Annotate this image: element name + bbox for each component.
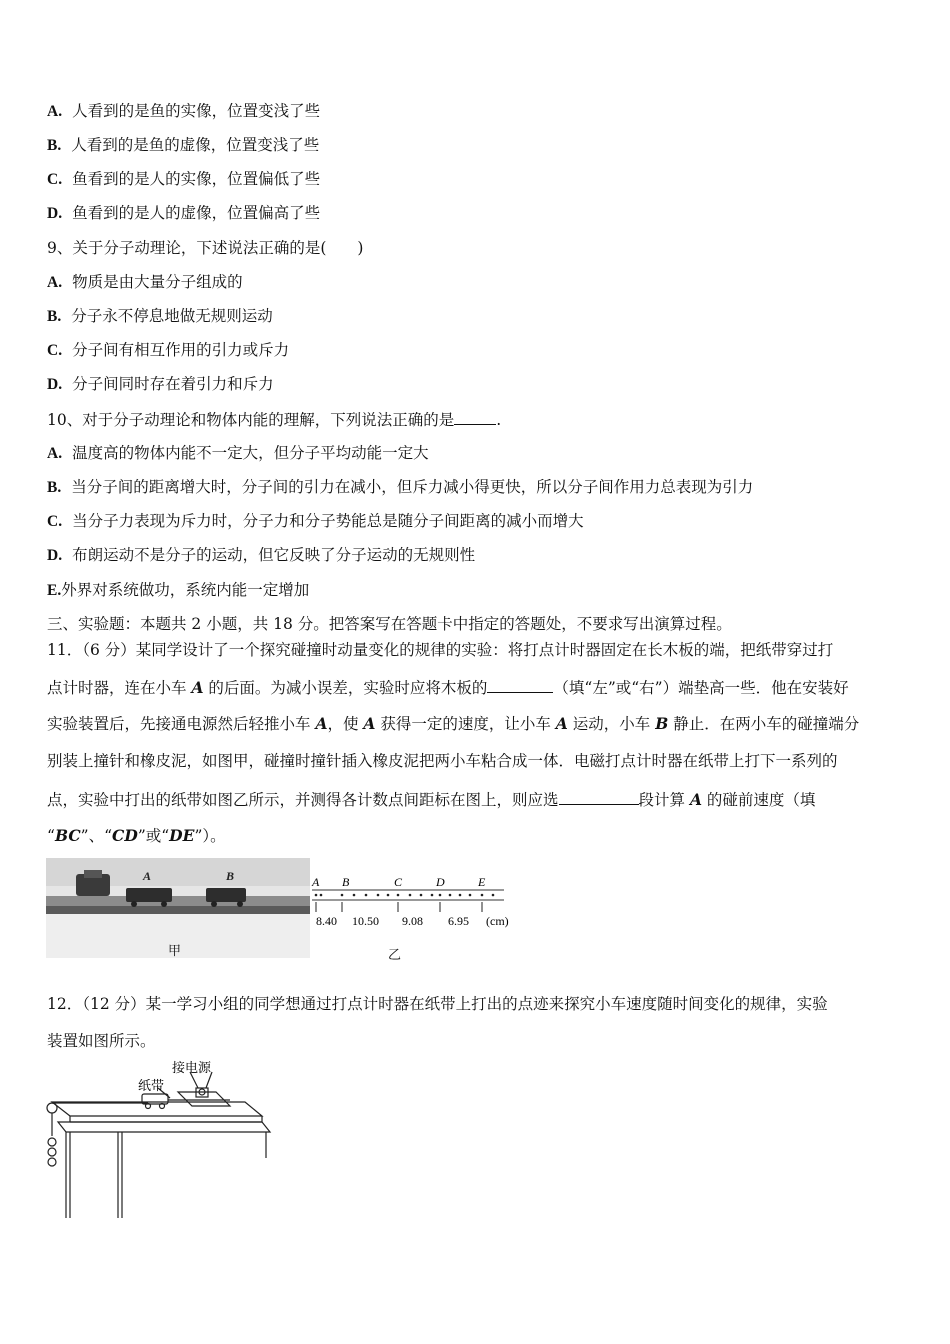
q10-option-a: A. 温度高的物体内能不一定大，但分子平均动能一定大 xyxy=(47,444,429,462)
q10-option-c: C. 当分子力表现为斥力时，分子力和分子势能总是随分子间距离的减小而增大 xyxy=(47,512,584,530)
q8-option-d: D. 鱼看到的是人的虚像，位置偏高了些 xyxy=(47,204,321,222)
q10-option-e: E.外界对系统做功，系统内能一定增加 xyxy=(47,581,310,599)
q11-line-5: 点，实验中打出的纸带如图乙所示，并测得各计数点间距标在图上，则应选 段计算 A 的碰前速度（填 xyxy=(47,790,816,809)
q8-option-c: C. 鱼看到的是人的实像，位置偏低了些 xyxy=(47,170,321,188)
q9-option-d: D. 分子间同时存在着引力和斥力 xyxy=(47,375,274,393)
pulley xyxy=(47,1103,57,1113)
point-label-b: B xyxy=(342,875,350,889)
q9-option-a: A. 物质是由大量分子组成的 xyxy=(47,273,243,291)
answer-blank xyxy=(559,789,639,805)
cart-a-label: A xyxy=(143,869,152,883)
point-label-a: A xyxy=(312,875,320,889)
q10-option-d: D. 布朗运动不是分子的运动，但它反映了分子运动的无规则性 xyxy=(47,546,476,564)
apparatus-drawing xyxy=(40,1058,280,1224)
cart-b-label: B xyxy=(226,869,235,883)
distance-unit: (cm) xyxy=(486,914,509,928)
q8-option-b: B. 人看到的是鱼的虚像，位置变浅了些 xyxy=(47,136,320,154)
q12-line-2: 装置如图所示。 xyxy=(47,1032,156,1050)
paper-tape xyxy=(308,866,524,936)
table-top xyxy=(58,1122,270,1132)
q10-stem: 10、对于分子动理论和物体内能的理解，下列说法正确的是 . xyxy=(47,411,502,429)
figure-jia-caption: 甲 xyxy=(168,944,182,959)
figure-jia xyxy=(46,858,310,958)
q11-line-3: 实验装置后，先接通电源然后轻推小车 A，使 A 获得一定的速度，让小车 A 运动，小车 B 静止．在两小车的碰撞端分 xyxy=(47,714,860,733)
q8-option-a: A. 人看到的是鱼的实像，位置变浅了些 xyxy=(47,102,321,120)
q11-line-6: “BC”、“CD”或“DE”）。 xyxy=(47,826,226,845)
distance-de: 6.95 xyxy=(448,914,469,928)
point-label-c: C xyxy=(394,875,403,889)
q11-line-2: 点计时器，连在小车 A 的后面。为减小误差，实验时应将木板的 （填“左”或“右”）端垫高一些．他在安装好 xyxy=(47,678,849,697)
q9-option-b: B. 分子永不停息地做无规则运动 xyxy=(47,307,273,325)
figure-yi-caption: 乙 xyxy=(388,948,402,963)
answer-blank xyxy=(454,409,496,425)
figure-yi xyxy=(308,866,524,962)
q10-option-b: B. 当分子间的距离增大时，分子间的引力在减小，但斥力减小得更快，所以分子间作用力总表现为引力 xyxy=(47,478,754,496)
q9-stem: 9、关于分子动理论，下述说法正确的是( ) xyxy=(47,239,364,257)
q12-line-1: 12．（12 分）某一学习小组的同学想通过打点计时器在纸带上打出的点迹来探究小车速度随时间变化的规律，实验 xyxy=(47,995,828,1013)
q11-line-4: 别装上撞针和橡皮泥，如图甲，碰撞时撞针插入橡皮泥把两小车粘合成一体．电磁打点计时器在纸带上打下一系列的 xyxy=(47,752,838,770)
point-label-e: E xyxy=(478,875,486,889)
figure-apparatus xyxy=(40,1058,280,1224)
q9-option-c: C. 分子间有相互作用的引力或斥力 xyxy=(47,341,290,359)
section-3-heading: 三、实验题：本题共 2 小题，共 18 分。把答案写在答题卡中指定的答题处，不要求写出演算过程。 xyxy=(47,615,732,633)
distance-cd: 9.08 xyxy=(402,914,423,928)
distance-ab: 8.40 xyxy=(316,914,337,928)
label-tape: 纸带 xyxy=(138,1078,165,1093)
point-label-d: D xyxy=(436,875,445,889)
distance-bc: 10.50 xyxy=(352,914,379,928)
q11-line-1: 11．（6 分）某同学设计了一个探究碰撞时动量变化的规律的实验：将打点计时器固定在长木板的端，把纸带穿过打 xyxy=(47,641,834,659)
label-power: 接电源 xyxy=(172,1060,212,1075)
answer-blank xyxy=(487,677,553,693)
